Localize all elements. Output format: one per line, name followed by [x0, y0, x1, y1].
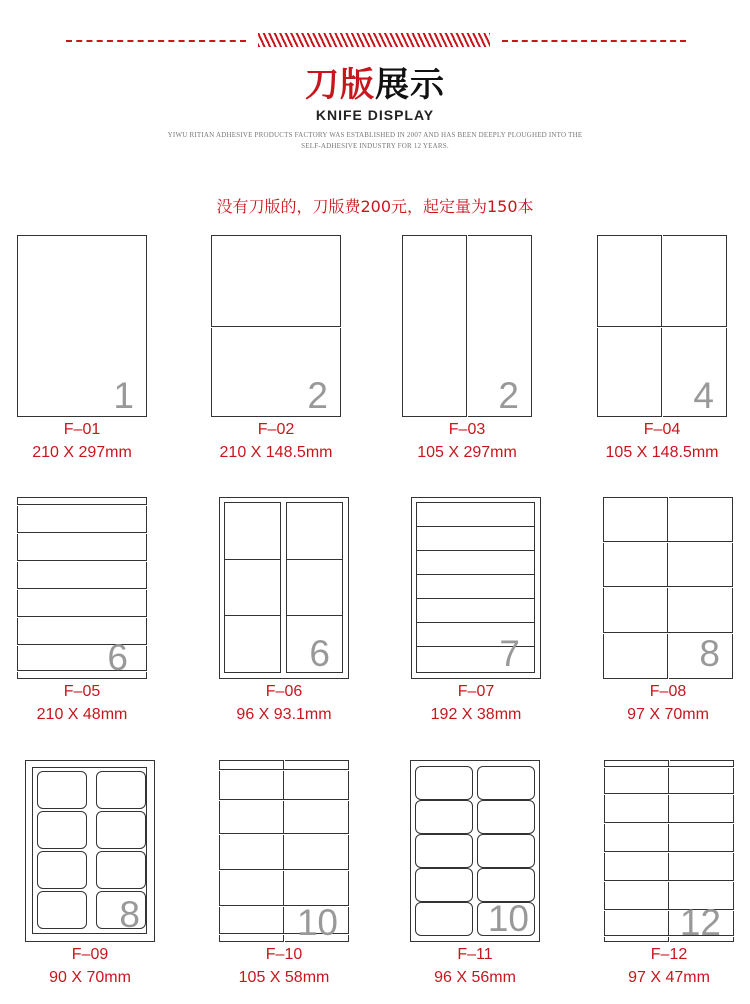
template-code: F–06	[265, 683, 303, 700]
template-size: 210 X 48mm	[36, 706, 128, 723]
template-code: F–12	[650, 946, 688, 963]
template-code: F–01	[63, 421, 101, 438]
cut-line	[466, 235, 468, 417]
cut-line	[603, 586, 733, 588]
label-cell	[416, 526, 535, 551]
cut-line	[597, 326, 727, 328]
template-sheet-f10	[219, 760, 349, 942]
label-cell	[477, 834, 535, 868]
label-cell	[224, 559, 281, 616]
label-cell	[286, 502, 343, 560]
label-cell	[416, 598, 535, 623]
label-cell	[415, 902, 473, 936]
template-size: 210 X 297mm	[32, 444, 132, 461]
template-size: 105 X 148.5mm	[605, 444, 719, 461]
label-count: 8	[699, 633, 720, 674]
template-sheet-f08	[603, 497, 733, 679]
title-red: 刀版	[305, 65, 375, 105]
template-size: 210 X 148.5mm	[219, 444, 333, 461]
title-black: 展示	[375, 65, 445, 105]
label-cell	[224, 615, 281, 673]
cut-line	[17, 532, 147, 534]
label-count: 4	[693, 375, 714, 416]
cut-line	[667, 497, 669, 679]
template-sheet-f02	[211, 235, 341, 417]
template-sheet-f06	[219, 497, 349, 679]
template-code: F–02	[257, 421, 295, 438]
label-cell	[96, 811, 146, 849]
description-line-1: YIWU RITIAN ADHESIVE PRODUCTS FACTORY WAS ESTABLISHED IN 2007 AND HAS BEEN DEEPLY PLOUGHED INTO THE	[167, 131, 583, 139]
page-subtitle: KNIFE DISPLAY	[315, 107, 435, 123]
template-sheet-f04	[597, 235, 727, 417]
label-cell	[477, 868, 535, 902]
cut-line	[17, 588, 147, 590]
label-cell	[415, 766, 473, 800]
label-cell	[416, 550, 535, 575]
label-cell	[96, 851, 146, 889]
label-count: 10	[296, 902, 338, 943]
label-cell	[415, 800, 473, 834]
label-count: 12	[679, 902, 721, 943]
template-code: F–09	[71, 946, 109, 963]
cut-line	[17, 560, 147, 562]
template-size: 90 X 70mm	[49, 969, 131, 986]
template-sheet-f05	[17, 497, 147, 679]
label-cell	[416, 574, 535, 599]
label-cell	[37, 811, 87, 849]
cut-line	[219, 799, 349, 801]
label-cell	[415, 868, 473, 902]
template-sheet-f11	[410, 760, 540, 942]
label-cell	[224, 502, 281, 560]
page-title	[0, 62, 750, 108]
label-cell	[416, 502, 535, 527]
left-dash-divider	[66, 40, 246, 42]
label-count: 10	[487, 898, 529, 939]
label-count: 2	[498, 375, 519, 416]
template-code: F–11	[457, 946, 493, 963]
cut-line	[17, 616, 147, 618]
label-cell	[96, 771, 146, 809]
template-code: F–04	[643, 421, 681, 438]
cut-line	[219, 833, 349, 835]
template-code: F–03	[448, 421, 486, 438]
label-cell	[415, 834, 473, 868]
label-cell	[37, 851, 87, 889]
cut-line	[211, 326, 341, 328]
template-size: 105 X 297mm	[417, 444, 517, 461]
label-count: 6	[309, 633, 330, 674]
label-cell	[37, 891, 87, 929]
cut-line	[604, 822, 734, 824]
company-description	[150, 130, 600, 152]
template-size: 97 X 70mm	[627, 706, 709, 723]
cut-line	[603, 541, 733, 543]
template-code: F–10	[265, 946, 303, 963]
label-count: 1	[113, 375, 134, 416]
template-size: 105 X 58mm	[238, 969, 330, 986]
template-sheet-f09	[25, 760, 155, 942]
template-size: 96 X 56mm	[434, 969, 516, 986]
hatched-stripe	[258, 33, 490, 47]
cut-line	[17, 504, 147, 506]
cut-line	[283, 760, 285, 942]
template-code: F–08	[649, 683, 687, 700]
label-count: 7	[499, 633, 520, 674]
template-sheet-f03	[402, 235, 532, 417]
cut-line	[219, 869, 349, 871]
template-size: 192 X 38mm	[430, 706, 522, 723]
label-count: 6	[107, 637, 128, 678]
description-line-2: SELF-ADHESIVE INDUSTRY FOR 12 YEARS.	[301, 142, 449, 150]
template-size: 96 X 93.1mm	[236, 706, 332, 723]
cut-line	[604, 851, 734, 853]
cut-line	[604, 880, 734, 882]
label-count: 2	[307, 375, 328, 416]
right-dash-divider	[502, 40, 686, 42]
template-code: F–05	[63, 683, 101, 700]
label-cell	[477, 800, 535, 834]
cut-line	[604, 793, 734, 795]
label-cell	[286, 559, 343, 616]
label-cell	[37, 771, 87, 809]
cut-line	[604, 766, 734, 768]
template-sheet-f12	[604, 760, 734, 942]
template-sheet-f07	[411, 497, 541, 679]
template-size: 97 X 47mm	[628, 969, 710, 986]
label-cell	[477, 766, 535, 800]
label-count: 8	[119, 894, 140, 935]
cut-line	[219, 769, 349, 771]
template-sheet-f01	[17, 235, 147, 417]
fee-notice: 没有刀版的，刀版费200元，起定量为150本	[216, 197, 534, 216]
template-code: F–07	[457, 683, 495, 700]
